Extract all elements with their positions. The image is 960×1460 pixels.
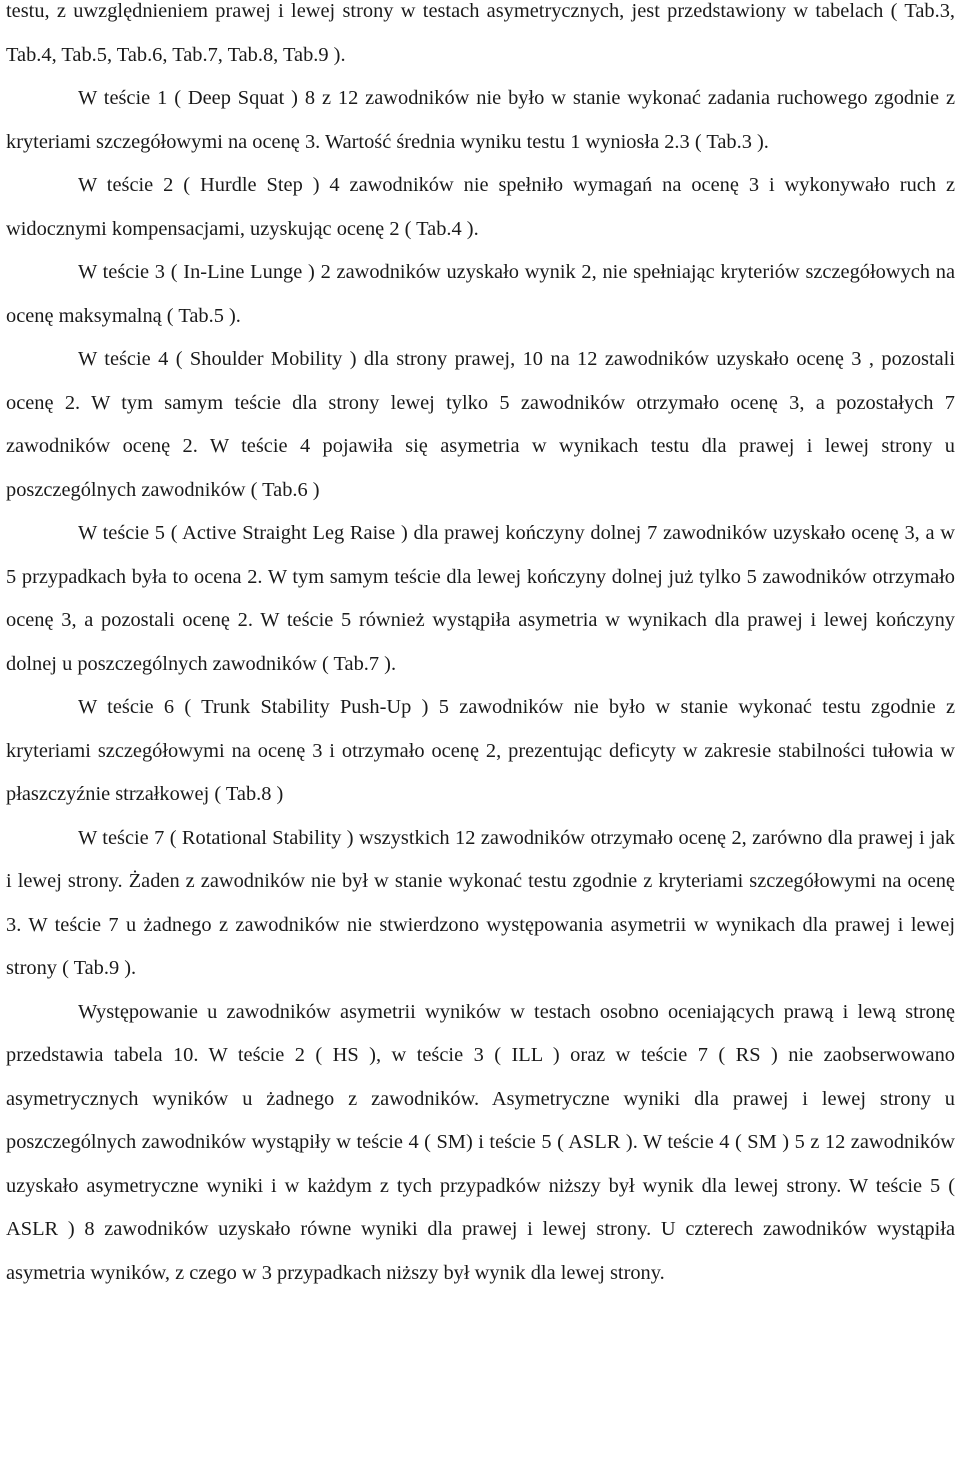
paragraph-continuation: testu, z uwzględnieniem prawej i lewej strony w testach asymetrycznych, jest przedstawiony w tabelach ( Tab.3, Tab.4, Tab.5, Tab.6, Tab.7, Tab.8, Tab.9 ). <box>6 0 955 66</box>
paragraph-test-3-in-line-lunge: W teście 3 ( In-Line Lunge ) 2 zawodników uzyskało wynik 2, nie spełniając kryteriów szczegółowych na ocenę maksymalną ( Tab.5 ). <box>6 261 955 327</box>
paragraph-test-1-deep-squat: W teście 1 ( Deep Squat ) 8 z 12 zawodników nie było w stanie wykonać zadania ruchowego zgodnie z kryteriami szczegółowymi na ocenę 3. Wartość średnia wyniku testu 1 wyniosła 2.3 ( Tab.3 ). <box>6 87 955 153</box>
paragraph-asymmetry-summary: Występowanie u zawodników asymetrii wyników w testach osobno oceniających prawą i lewą stronę przedstawia tabela 10. W teście 2 ( HS ), w teście 3 ( ILL ) oraz w teście 7 ( RS ) nie zaobserwowano asymetrycznych wyników u żadnego z zawodników. Asymetryczne wyniki dla prawej i lewej strony u poszczególnych zawodników wystąpiły w teście 4 ( SM) i teście 5 ( ASLR ). W teście 4 ( SM ) 5 z 12 zawodników uzyskało asymetryczne wyniki i w każdym z tych przypadków niższy był wynik dla lewej strony. W teście 5 ( ASLR ) 8 zawodników uzyskało równe wyniki dla prawej i lewej strony. U czterech zawodników wystąpiła asymetria wyników, z czego w 3 przypadkach niższy był wynik dla lewej strony. <box>6 1000 955 1284</box>
document-page <box>6 0 955 1295</box>
paragraph-test-4-shoulder-mobility: W teście 4 ( Shoulder Mobility ) dla strony prawej, 10 na 12 zawodników uzyskało ocenę 3 , pozostali ocenę 2. W tym samym teście dla strony lewej tylko 5 zawodników otrzymało ocenę 3, a pozostałych 7 zawodników ocenę 2. W teście 4 pojawiła się asymetria w wynikach testu dla prawej i lewej strony u poszczególnych zawodników ( Tab.6 ) <box>6 348 955 501</box>
paragraph-test-6-trunk-stability: W teście 6 ( Trunk Stability Push-Up ) 5 zawodników nie było w stanie wykonać testu zgodnie z kryteriami szczegółowymi na ocenę 3 i otrzymało ocenę 2, prezentując deficyty w zakresie stabilności tułowia w płaszczyźnie strzałkowej ( Tab.8 ) <box>6 696 955 805</box>
paragraph-test-7-rotational-stability: W teście 7 ( Rotational Stability ) wszystkich 12 zawodników otrzymało ocenę 2, zarówno dla prawej i jak i lewej strony. Żaden z zawodników nie był w stanie wykonać testu zgodnie z kryteriami szczegółowymi na ocenę 3. W teście 7 u żadnego z zawodników nie stwierdzono występowania asymetrii w wynikach dla prawej i lewej strony ( Tab.9 ). <box>6 826 955 979</box>
paragraph-test-2-hurdle-step: W teście 2 ( Hurdle Step ) 4 zawodników nie spełniło wymagań na ocenę 3 i wykonywało ruch z widocznymi kompensacjami, uzyskując ocenę 2 ( Tab.4 ). <box>6 174 955 240</box>
paragraph-test-5-aslr: W teście 5 ( Active Straight Leg Raise ) dla prawej kończyny dolnej 7 zawodników uzyskało ocenę 3, a w 5 przypadkach była to ocena 2. W tym samym teście dla lewej kończyny dolnej już tylko 5 zawodników otrzymało ocenę 3, a pozostali ocenę 2. W teście 5 również wystąpiła asymetria w wynikach dla prawej i lewej kończyny dolnej u poszczególnych zawodników ( Tab.7 ). <box>6 522 955 675</box>
